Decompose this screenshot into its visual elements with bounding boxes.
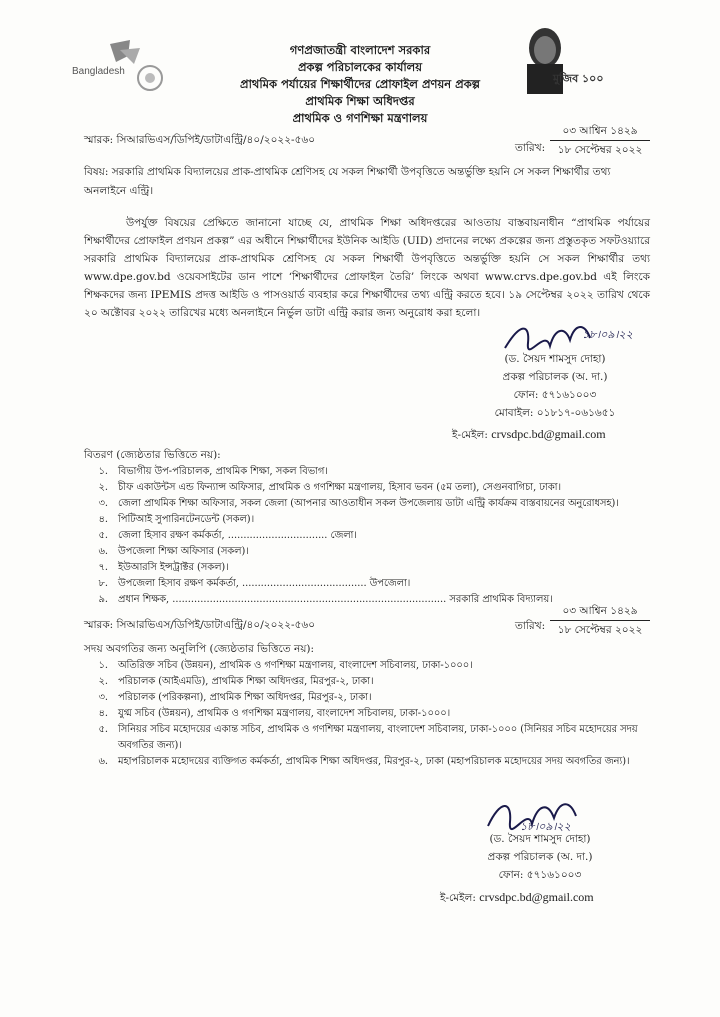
logo-text: Bangladesh <box>72 66 125 77</box>
list-item <box>84 528 684 544</box>
signer-1-mobile: মোবাইল: ০১৮১৭-০৬১৬৫১ <box>494 407 616 419</box>
list-item-text: অতিরিক্ত সচিব (উন্নয়ন), প্রাথমিক ও গণশিক্ষা মন্ত্রণালয়, বাংলাদেশ সচিবালয়, ঢাকা-১০০০। <box>118 660 473 671</box>
memo2-date <box>550 602 650 639</box>
list-item-text: যুগ্ম সচিব (উন্নয়ন), প্রাথমিক ও গণশিক্ষা মন্ত্রণালয়, বাংলাদেশ সচিবালয়, ঢাকা-১০০০। <box>118 708 451 719</box>
list-item-number: ২. <box>98 676 108 687</box>
list-item <box>84 722 664 754</box>
list-item <box>84 512 684 528</box>
date2-english: ১৮ সেপ্টেম্বর ২০২২ <box>557 624 643 636</box>
signature-1-block <box>470 350 640 422</box>
date-english: ১৮ সেপ্টেম্বর ২০২২ <box>557 144 643 156</box>
signer-2-phone: ফোন: ৫৭১৬১০০৩ <box>498 869 582 881</box>
list-item-text: পিটিআই সুপারিনটেনডেন্ট (সকল)। <box>118 514 255 525</box>
header-ministry: প্রাথমিক ও গণশিক্ষা মন্ত্রণালয় <box>292 111 428 125</box>
list-item <box>84 560 684 576</box>
list-item-text: প্রধান শিক্ষক, ........................................................................................ সরকারি প্রাথমিক বিদ্যালয়। <box>118 594 553 605</box>
list-item <box>84 544 684 560</box>
memo2-date-label: তারিখ: <box>515 620 546 632</box>
list-item-text: উপজেলা শিক্ষা অফিসার (সকল)। <box>118 546 249 557</box>
subject-label: বিষয়: <box>84 166 109 178</box>
copy-section <box>84 640 664 770</box>
date-bangla: ০৩ আশ্বিন ১৪২৯ <box>550 122 650 141</box>
distribution-list <box>84 464 684 608</box>
list-item-number: ৭. <box>98 562 108 573</box>
list-item-number: ৪. <box>98 708 108 719</box>
copy-list <box>84 658 664 770</box>
list-item-number: ৬. <box>98 756 108 767</box>
mujib-100-text: মুজিব ১০০ <box>553 72 604 85</box>
list-item-number: ৩. <box>98 498 108 509</box>
header-project: প্রাথমিক পর্যায়ের শিক্ষার্থীদের প্রোফাইল প্রণয়ন প্রকল্প <box>240 77 480 91</box>
list-item-text: জেলা প্রাথমিক শিক্ষা অফিসার, সকল জেলা (আপনার আওতাধীন সকল উপজেলায় ডাটা এন্ট্রি কার্যক্রম বাস্তবায়নের অনুরোধসহ)। <box>118 498 619 509</box>
list-item-text: পরিচালক (পরিকল্পনা), প্রাথমিক শিক্ষা অধিদপ্তর, মিরপুর-২, ঢাকা। <box>118 692 372 703</box>
signer-1-email-label: ই-মেইল: <box>452 429 488 441</box>
list-item-number: ৮. <box>98 578 108 589</box>
list-item-number: ২. <box>98 482 108 493</box>
signer-2-designation: প্রকল্প পরিচালক (অ. দা.) <box>487 851 593 863</box>
signer-1-designation: প্রকল্প পরিচালক (অ. দা.) <box>502 371 608 383</box>
signature-1-date: ১৮।০৯।২২ <box>582 328 633 341</box>
header-block <box>0 42 720 127</box>
list-item-text: জেলা হিসাব রক্ষণ কর্মকর্তা, ................................ জেলা। <box>118 530 357 541</box>
list-item-number: ৩. <box>98 692 108 703</box>
signer-2-email-label: ই-মেইল: <box>440 892 476 904</box>
list-item-text: চীফ একাউন্টস এন্ড ফিন্যান্স অফিসার, প্রাথমিক ও গণশিক্ষা মন্ত্রণালয়, হিসাব ভবন (৫ম তলা), সেগুনবাগিচা, ঢাকা। <box>118 482 561 493</box>
list-item-text: মহাপরিচালক মহোদয়ের ব্যক্তিগত কর্মকর্তা, প্রাথমিক শিক্ষা অধিদপ্তর, মিরপুর-২, ঢাকা (মহাপরিচালক মহোদয়ের সদয় অবগতির জন্য)। <box>118 756 630 767</box>
signature-2-block <box>455 830 625 884</box>
subject-text: সরকারি প্রাথমিক বিদ্যালয়ের প্রাক-প্রাথমিক শ্রেণিসহ যে সকল শিক্ষার্থী উপবৃত্তিতে অন্তর্ভুক্তি হয়নি সে সকল শিক্ষার্থীর তথ্য অনলাইনে এন্ট্রি। <box>84 166 611 197</box>
header-govt: গণপ্রজাতন্ত্রী বাংলাদেশ সরকার <box>289 43 431 57</box>
list-item <box>84 464 684 480</box>
list-item <box>84 690 664 706</box>
list-item <box>84 706 664 722</box>
memo2-ref: স্মারক: সিআরভিএস/ডিপিই/ডাটাএন্ট্রি/৪০/২০২২-৫৬০ <box>84 619 316 631</box>
body-paragraph: উপর্যুক্ত বিষয়ের প্রেক্ষিতে জানানো যাচ্ছে যে, প্রাথমিক শিক্ষা অধিদপ্তরের আওতায় বাস্তবায়নাধীন “প্রাথমিক পর্যায়ের শিক্ষার্থীদের প্রোফাইল প্রণয়ন প্রকল্প” এর অধীনে শিক্ষার্থীদের ইউনিক আইডি (UID) প্রদানের লক্ষ্যে প্রকল্পের জন্য প্রস্তুতকৃত সফটওয়্যারে সরকারি প্রাথমিক বিদ্যালয়ের প্রাক-প্রাথমিক শ্রেণিসহ যে সকল শিক্ষার্থী উপবৃত্তিতে অন্তর্ভুক্তি হয়নি সে সকল শিক্ষার্থীর তথ্য www.dpe.gov.bd ওয়েবসাইটের ডান পাশে ‘শিক্ষার্থীদের প্রোফাইল তৈরি’ লিংকে অথবা www.crvs.dpe.gov.bd এই লিংকে শিক্ষকদের জন্য IPEMIS প্রদত্ত আইডি ও পাসওয়ার্ড ব্যবহার করে শিক্ষার্থীদের তথ্য এন্ট্রি করতে হবে। ১৯ সেপ্টেম্বর ২০২২ তারিখ থেকে ২০ অক্টোবর ২০২২ তারিখের মধ্যে অনলাইনে নির্ভুল ডাটা এন্ট্রি করার জন্য অনুরোধ করা হলো। <box>84 217 650 319</box>
memo-date-label: তারিখ: <box>515 142 546 154</box>
list-item <box>84 480 684 496</box>
list-item-text: বিভাগীয় উপ-পরিচালক, প্রাথমিক শিক্ষা, সকল বিভাগ। <box>118 466 328 477</box>
list-item-text: ইউআরসি ইন্সট্রাক্টর (সকল)। <box>118 562 229 573</box>
list-item-number: ৫. <box>98 724 108 735</box>
list-item <box>84 496 684 512</box>
list-item <box>84 754 664 770</box>
signer-1-email-line <box>452 427 606 445</box>
memo-date <box>550 122 650 159</box>
date2-bangla: ০৩ আশ্বিন ১৪২৯ <box>550 602 650 621</box>
list-item-number: ৫. <box>98 530 108 541</box>
distribution-title: বিতরণ (জ্যেষ্ঠতার ভিত্তিতে নয়): <box>84 449 221 461</box>
signature-2-date: ১৮।০৯।২২ <box>520 820 571 833</box>
list-item-text: উপজেলা হিসাব রক্ষণ কর্মকর্তা, ........................................ উপজেলা। <box>118 578 411 589</box>
header-directorate: প্রাথমিক শিক্ষা অধিদপ্তর <box>305 94 415 108</box>
list-item <box>84 576 684 592</box>
list-item-number: ৪. <box>98 514 108 525</box>
signer-2-email-line <box>440 890 594 908</box>
list-item-number: ৯. <box>98 594 108 605</box>
list-item <box>84 674 664 690</box>
header-office: প্রকল্প পরিচালকের কার্যালয় <box>297 60 423 74</box>
distribution-section <box>84 446 684 608</box>
list-item-text: পরিচালক (আইএমডি), প্রাথমিক শিক্ষা অধিদপ্তর, মিরপুর-২, ঢাকা। <box>118 676 374 687</box>
list-item-number: ৬. <box>98 546 108 557</box>
list-item-text: সিনিয়র সচিব মহোদয়ের একান্ত সচিব, প্রাথমিক ও গণশিক্ষা মন্ত্রণালয়, বাংলাদেশ সচিবালয়, ঢাকা-১০০০ (সিনিয়র সচিব মহোদয়ের সদয় অবগতির জন্য)। <box>118 724 638 751</box>
list-item <box>84 658 664 674</box>
signer-1-email: crvsdpc.bd@gmail.com <box>491 427 606 441</box>
memo-ref: স্মারক: সিআরভিএস/ডিপিই/ডাটাএন্ট্রি/৪০/২০২২-৫৬০ <box>84 134 316 146</box>
signer-1-name: (ড. সৈয়দ শামসুদ দোহা) <box>504 353 606 365</box>
signer-1-phone: ফোন: ৫৭১৬১০০৩ <box>513 389 597 401</box>
subject <box>84 163 650 201</box>
signer-2-name: (ড. সৈয়দ শামসুদ দোহা) <box>489 833 591 845</box>
signer-2-email: crvsdpc.bd@gmail.com <box>479 890 594 904</box>
list-item-number: ১. <box>98 660 108 671</box>
list-item-number: ১. <box>98 466 108 477</box>
copy-title: সদয় অবগতির জন্য অনুলিপি (জ্যেষ্ঠতার ভিত্তিতে নয়): <box>84 643 315 655</box>
